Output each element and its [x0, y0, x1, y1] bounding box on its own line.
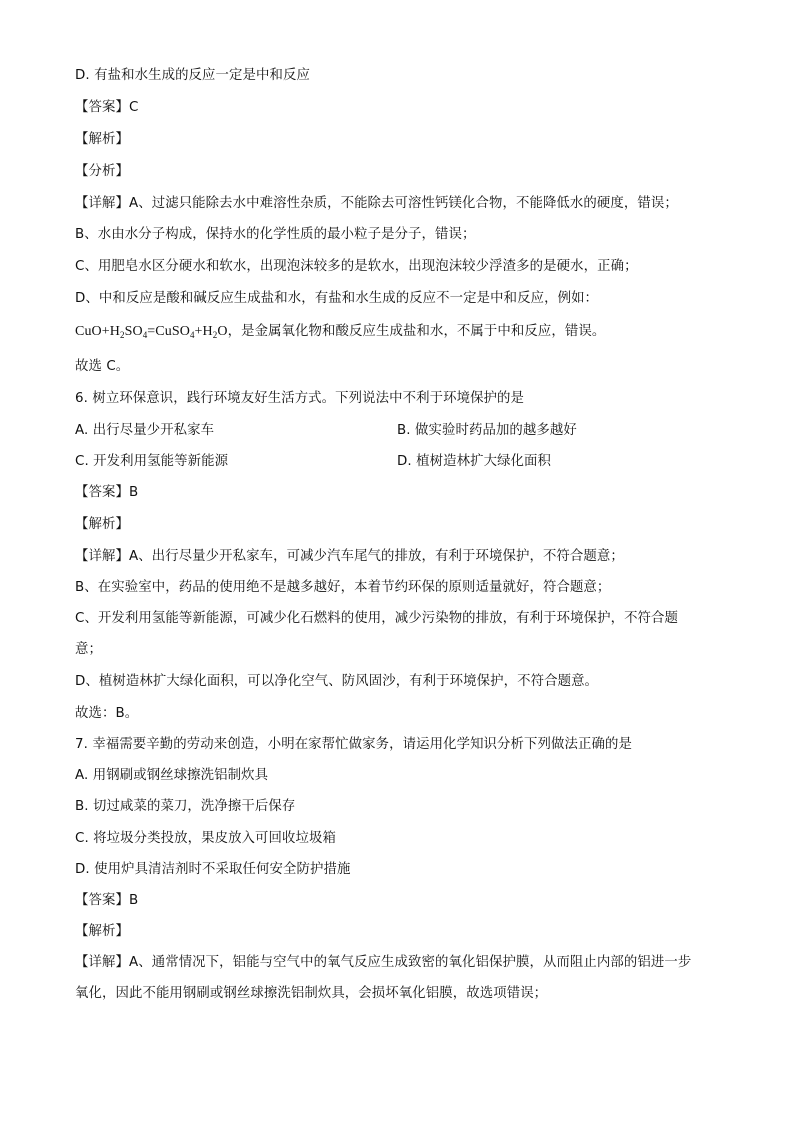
q7-option-c: C. 将垃圾分类投放，果皮放入可回收垃圾箱 [75, 831, 336, 846]
q5-answer: 【答案】C [75, 100, 139, 115]
q6-option-d: D. 植树造林扩大绿化面积 [397, 454, 552, 469]
q6-option-a: A. 出行尽量少开私家车 [75, 423, 215, 438]
q6-detail-a: 【详解】A、出行尽量少开私家车，可减少汽车尾气的排放，有利于环境保护，不符合题意； [75, 549, 624, 564]
q6-conclusion: 故选：B。 [75, 706, 139, 721]
q5-analysis-heading: 【解析】 [75, 132, 129, 147]
q5-detail-b: B、水由水分子构成，保持水的化学性质的最小粒子是分子，错误； [75, 227, 476, 242]
chemical-equation [75, 324, 228, 339]
formula-subscript: 2 [119, 330, 125, 340]
q5-detail-d: D、中和反应是酸和碱反应生成盐和水，有盐和水生成的反应不一定是中和反应，例如： [75, 291, 599, 306]
q7-option-a: A. 用钢刷或钢丝球擦洗铝制炊具 [75, 768, 269, 783]
formula-subscript: 4 [189, 330, 195, 340]
formula-subscript: 4 [142, 330, 148, 340]
formula-explanation: ，是金属氧化物和酸反应生成盐和水，不属于中和反应，错误。 [227, 324, 606, 339]
q5-formula-line [75, 323, 605, 341]
q7-analysis-heading: 【解析】 [75, 924, 129, 939]
q6-detail-c-cont: 意； [75, 642, 102, 657]
q7-detail-a: 【详解】A、通常情况下，铝能与空气中的氧气反应生成致密的氧化铝保护膜，从而阻止内部的铝进一步 [75, 955, 692, 970]
q5-option-d: D. 有盐和水生成的反应一定是中和反应 [75, 68, 310, 83]
q5-fenxi-heading: 【分析】 [75, 164, 129, 179]
q6-option-b: B. 做实验时药品加的越多越好 [397, 423, 577, 438]
q5-detail-a: 【详解】A、过滤只能除去水中难溶性杂质，不能除去可溶性钙镁化合物，不能降低水的硬度，错误； [75, 196, 678, 211]
formula-part: O [217, 324, 228, 339]
q7-stem: 7. 幸福需要辛勤的劳动来创造，小明在家帮忙做家务，请运用化学知识分析下列做法正确的是 [75, 737, 632, 752]
q6-answer: 【答案】B [75, 485, 139, 500]
q7-detail-a-cont: 氧化，因此不能用钢刷或钢丝球擦洗铝制炊具，会损坏氧化铝膜，故选项错误； [75, 986, 548, 1001]
q6-detail-c: C、开发利用氢能等新能源，可减少化石燃料的使用，减少污染物的排放，有利于环境保护，不符合题 [75, 611, 679, 626]
q6-detail-d: D、植树造林扩大绿化面积，可以净化空气、防风固沙，有利于环境保护，不符合题意。 [75, 674, 599, 689]
q7-option-d: D. 使用炉具清洁剂时不采取任何安全防护措施 [75, 862, 351, 877]
formula-part: =CuSO [147, 324, 190, 339]
q6-stem: 6. 树立环保意识，践行环境友好生活方式。下列说法中不利于环境保护的是 [75, 391, 525, 406]
formula-part: SO [124, 324, 143, 339]
q5-conclusion: 故选 C。 [75, 359, 130, 374]
q5-detail-c: C、用肥皂水区分硬水和软水，出现泡沫较多的是软水，出现泡沫较少浮渣多的是硬水，正确； [75, 259, 638, 274]
formula-part: CuO+H [75, 324, 120, 339]
q6-detail-b: B、在实验室中，药品的使用绝不是越多越好，本着节约环保的原则适量就好，符合题意； [75, 580, 611, 595]
q6-option-c: C. 开发利用氢能等新能源 [75, 454, 229, 469]
q6-analysis-heading: 【解析】 [75, 517, 129, 532]
q7-option-b: B. 切过咸菜的菜刀，洗净擦干后保存 [75, 799, 296, 814]
formula-subscript: 2 [212, 330, 218, 340]
formula-part: +H [194, 324, 213, 339]
q7-answer: 【答案】B [75, 893, 139, 908]
